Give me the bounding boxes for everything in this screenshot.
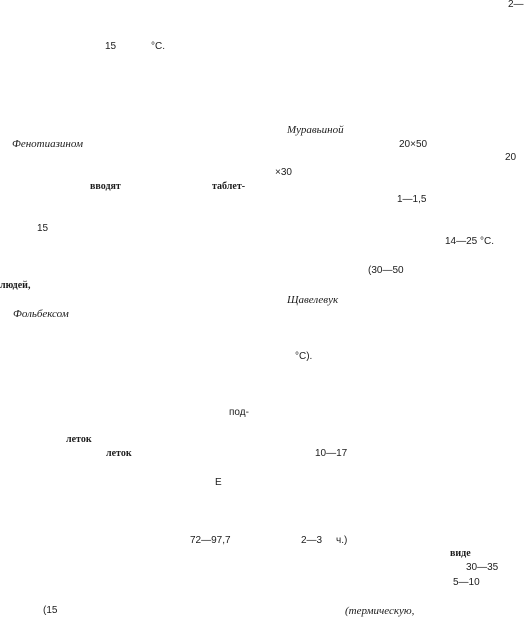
text-fragment: 20×50	[399, 139, 428, 150]
text-fragment: 20	[505, 152, 517, 163]
text-fragment: 30—35	[466, 562, 499, 573]
text-fragment: Муравьиной	[287, 124, 344, 136]
text-fragment: Фенотиазином	[12, 138, 83, 150]
text-fragment: (термическую,	[345, 605, 415, 617]
text-fragment: ч.)	[336, 535, 348, 546]
text-fragment: ×30	[275, 167, 292, 178]
text-fragment: леток	[106, 448, 132, 459]
text-fragment: вводят	[90, 181, 121, 192]
text-fragment: виде	[450, 548, 471, 559]
text-fragment: (15	[43, 605, 58, 616]
text-fragment: людей,	[0, 280, 31, 291]
text-fragment: Фольбексом	[13, 308, 69, 320]
text-fragment: °С).	[295, 351, 313, 362]
text-fragment: 1—1,5	[397, 194, 427, 205]
text-fragment: 2—3	[301, 535, 323, 546]
text-fragment: 14—25 °С.	[445, 236, 495, 247]
text-fragment: (30—50	[368, 265, 404, 276]
text-fragment: таблет-	[212, 181, 246, 192]
text-fragment: Е	[215, 477, 222, 488]
text-fragment: 2—	[508, 0, 524, 10]
text-fragment: под-	[229, 407, 249, 418]
text-fragment: 10—17	[315, 448, 348, 459]
text-fragment: 15	[37, 223, 49, 234]
text-fragment: °С.	[151, 41, 165, 52]
text-fragment: 15	[105, 41, 117, 52]
text-fragment: 5—10	[453, 577, 480, 588]
text-fragment: Щавелевук	[287, 294, 339, 306]
text-fragment: леток	[66, 434, 92, 445]
text-fragment: 72—97,7	[190, 535, 231, 546]
